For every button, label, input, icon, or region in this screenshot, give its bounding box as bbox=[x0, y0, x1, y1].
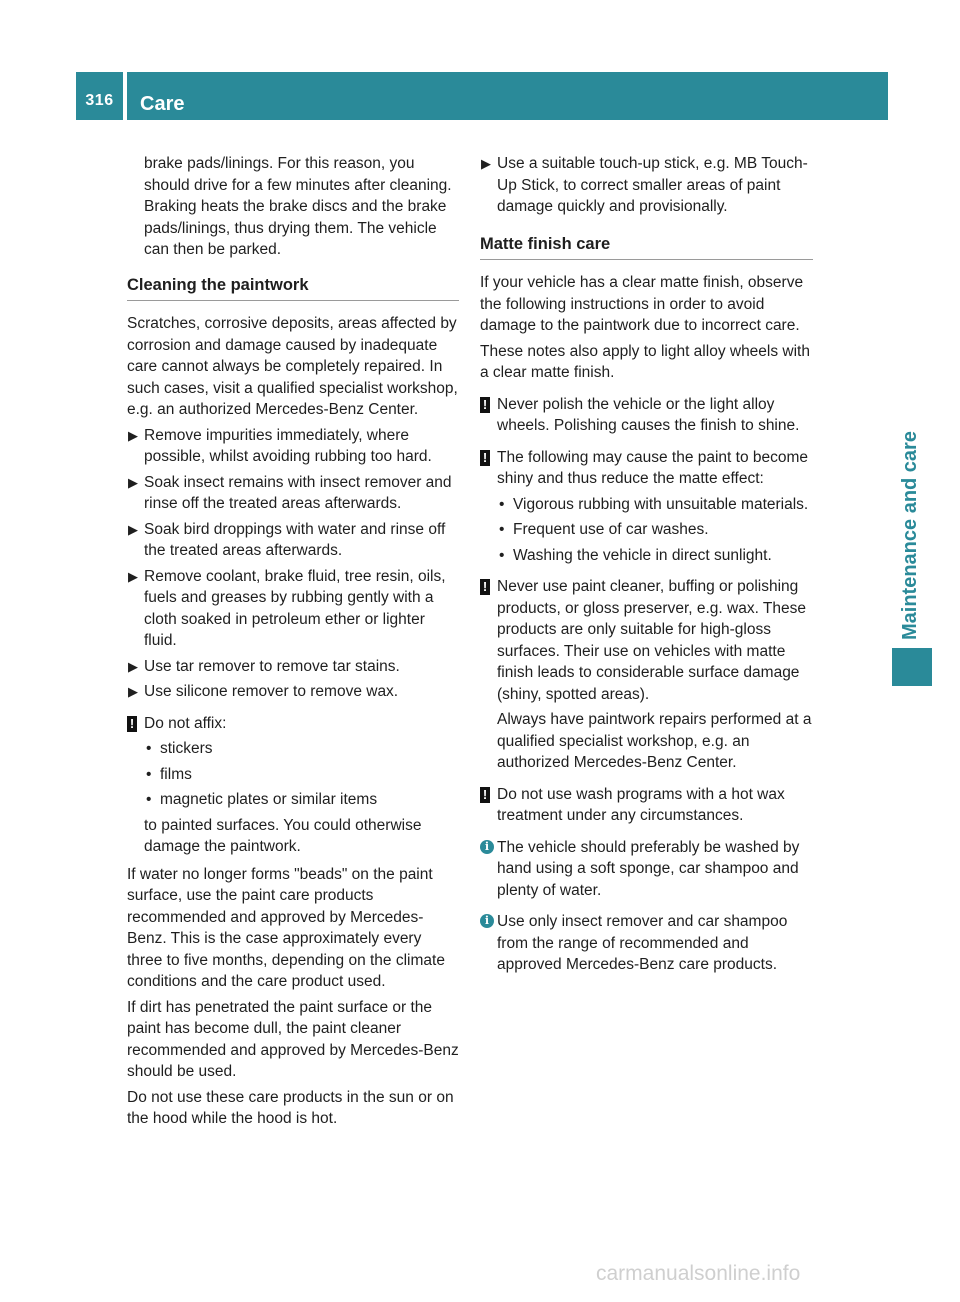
bullet-icon: • bbox=[499, 521, 505, 538]
warning-icon: ! bbox=[480, 397, 490, 413]
step-arrow-icon: ▶ bbox=[128, 521, 138, 537]
bullet-icon: • bbox=[146, 740, 152, 757]
step-item: ▶ Remove impurities immediately, where possible, whilst avoiding rubbing too hard. bbox=[128, 426, 432, 465]
warning-note: ! Never polish the vehicle or the light alloy wheels. Polishing causes the finish to shine. bbox=[480, 394, 813, 437]
side-tab bbox=[890, 80, 930, 640]
list-item: • magnetic plates or similar items bbox=[144, 789, 459, 811]
step-item: ▶ Use tar remover to remove tar stains. bbox=[127, 656, 459, 678]
step-arrow-icon: ▶ bbox=[481, 156, 491, 171]
info-note: i Use only insect remover and car shampoo from the range of recommended and approved Mercedes-Benz care products. bbox=[480, 911, 813, 976]
info-note: i The vehicle should preferably be washed by hand using a soft sponge, car shampoo and plenty of water. bbox=[480, 837, 813, 902]
list-item: • stickers bbox=[144, 738, 459, 760]
warning-icon: ! bbox=[480, 579, 490, 595]
list-item: • Frequent use of car washes. bbox=[497, 519, 813, 541]
warning-note: ! Do not use wash programs with a hot wax treatment under any circumstances. bbox=[480, 784, 813, 827]
warning-note: ! Do not affix: • stickers • films • magnetic plates or similar items to painted surfaces. You could otherwise damage the paintwork. bbox=[127, 713, 459, 858]
list-item: • films bbox=[144, 764, 459, 786]
watermark: carmanualsonline.info bbox=[596, 1262, 801, 1285]
step-item: ▶ Use a suitable touch-up stick, e.g. MB Touch-Up Stick, to correct smaller areas of paint damage quickly and provisionally. bbox=[481, 155, 808, 215]
left-column bbox=[127, 153, 459, 1134]
warning-icon: ! bbox=[480, 787, 490, 803]
step-arrow-icon: ▶ bbox=[128, 474, 138, 490]
side-tab-label: Maintenance and care bbox=[899, 431, 921, 640]
paragraph: If dirt has penetrated the paint surface or the paint has become dull, the paint cleaner recommended and approved by Mercedes-Benz should be used. bbox=[127, 998, 459, 1080]
paragraph: These notes also apply to light alloy wheels with a clear matte finish. bbox=[480, 342, 810, 381]
paragraph: If water no longer forms "beads" on the paint surface, use the paint care products recommended and approved by Mercedes-Benz. This is the case approximately every three to five months, depending on the climate conditions and the care product used. bbox=[127, 865, 445, 990]
right-column bbox=[480, 153, 813, 986]
intro-text: brake pads/linings. For this reason, you should drive for a few minutes after cleaning. Braking heats the brake discs and the brake pads/linings, thus drying them. The vehicle can then be parked. bbox=[144, 155, 452, 258]
step-arrow-icon: ▶ bbox=[128, 568, 138, 584]
header-bar bbox=[76, 72, 888, 120]
page-title: Care bbox=[140, 93, 185, 115]
paragraph: Do not use these care products in the sun or on the hood while the hood is hot. bbox=[127, 1088, 454, 1127]
warning-icon: ! bbox=[480, 450, 490, 466]
header-separator bbox=[123, 72, 127, 120]
section-heading-matte: Matte finish care bbox=[480, 234, 813, 261]
warning-note: ! Never use paint cleaner, buffing or polishing products, or gloss preserver, e.g. wax. These products are only suitable for high-gloss surfaces. Their use on vehicles with matte finish leads to considerable surface damage (shiny, spotted areas). Always have paintwork repairs performed at a qualified specialist workshop, e.g. an authorized Mercedes-Benz Center. bbox=[480, 576, 813, 774]
step-item: ▶ Soak insect remains with insect remover and rinse off the treated areas afterwards. bbox=[128, 473, 452, 512]
bullet-icon: • bbox=[146, 791, 152, 808]
step-arrow-icon: ▶ bbox=[128, 658, 138, 674]
side-tab-marker bbox=[892, 648, 932, 686]
page-number: 316 bbox=[85, 92, 114, 109]
list-item: • Washing the vehicle in direct sunlight. bbox=[497, 545, 813, 567]
step-item: ▶ Remove coolant, brake fluid, tree resin, oils, fuels and greases by rubbing gently with a cloth soaked in petroleum ether or lighter fluid. bbox=[128, 567, 446, 649]
step-arrow-icon: ▶ bbox=[128, 684, 138, 699]
info-icon: i bbox=[480, 840, 494, 854]
step-item: ▶ Soak bird droppings with water and rinse off the treated areas afterwards. bbox=[128, 520, 446, 559]
step-arrow-icon: ▶ bbox=[128, 427, 138, 443]
bullet-icon: • bbox=[146, 765, 152, 783]
step-item: ▶ Use silicone remover to remove wax. bbox=[127, 681, 459, 703]
paragraph: If your vehicle has a clear matte finish, observe the following instructions in order to avoid damage to the paintwork due to incorrect care. bbox=[480, 274, 804, 334]
list-item: • Vigorous rubbing with unsuitable materials. bbox=[497, 494, 813, 516]
bullet-icon: • bbox=[499, 495, 505, 513]
warning-note: ! The following may cause the paint to become shiny and thus reduce the matte effect: • Vigorous rubbing with unsuitable materials. • Frequent use of car washes. • Washing the vehicle in direct sunlight. bbox=[480, 447, 813, 567]
paragraph: Scratches, corrosive deposits, areas affected by corrosion and damage caused by inadequate care cannot always be completely repaired. In such cases, visit a qualified specialist workshop, e.g. an authorized Mercedes-Benz Center. bbox=[127, 315, 458, 418]
bullet-icon: • bbox=[499, 546, 505, 564]
info-icon: i bbox=[480, 914, 494, 928]
warning-icon: ! bbox=[127, 716, 137, 732]
section-heading-paintwork: Cleaning the paintwork bbox=[127, 275, 459, 302]
